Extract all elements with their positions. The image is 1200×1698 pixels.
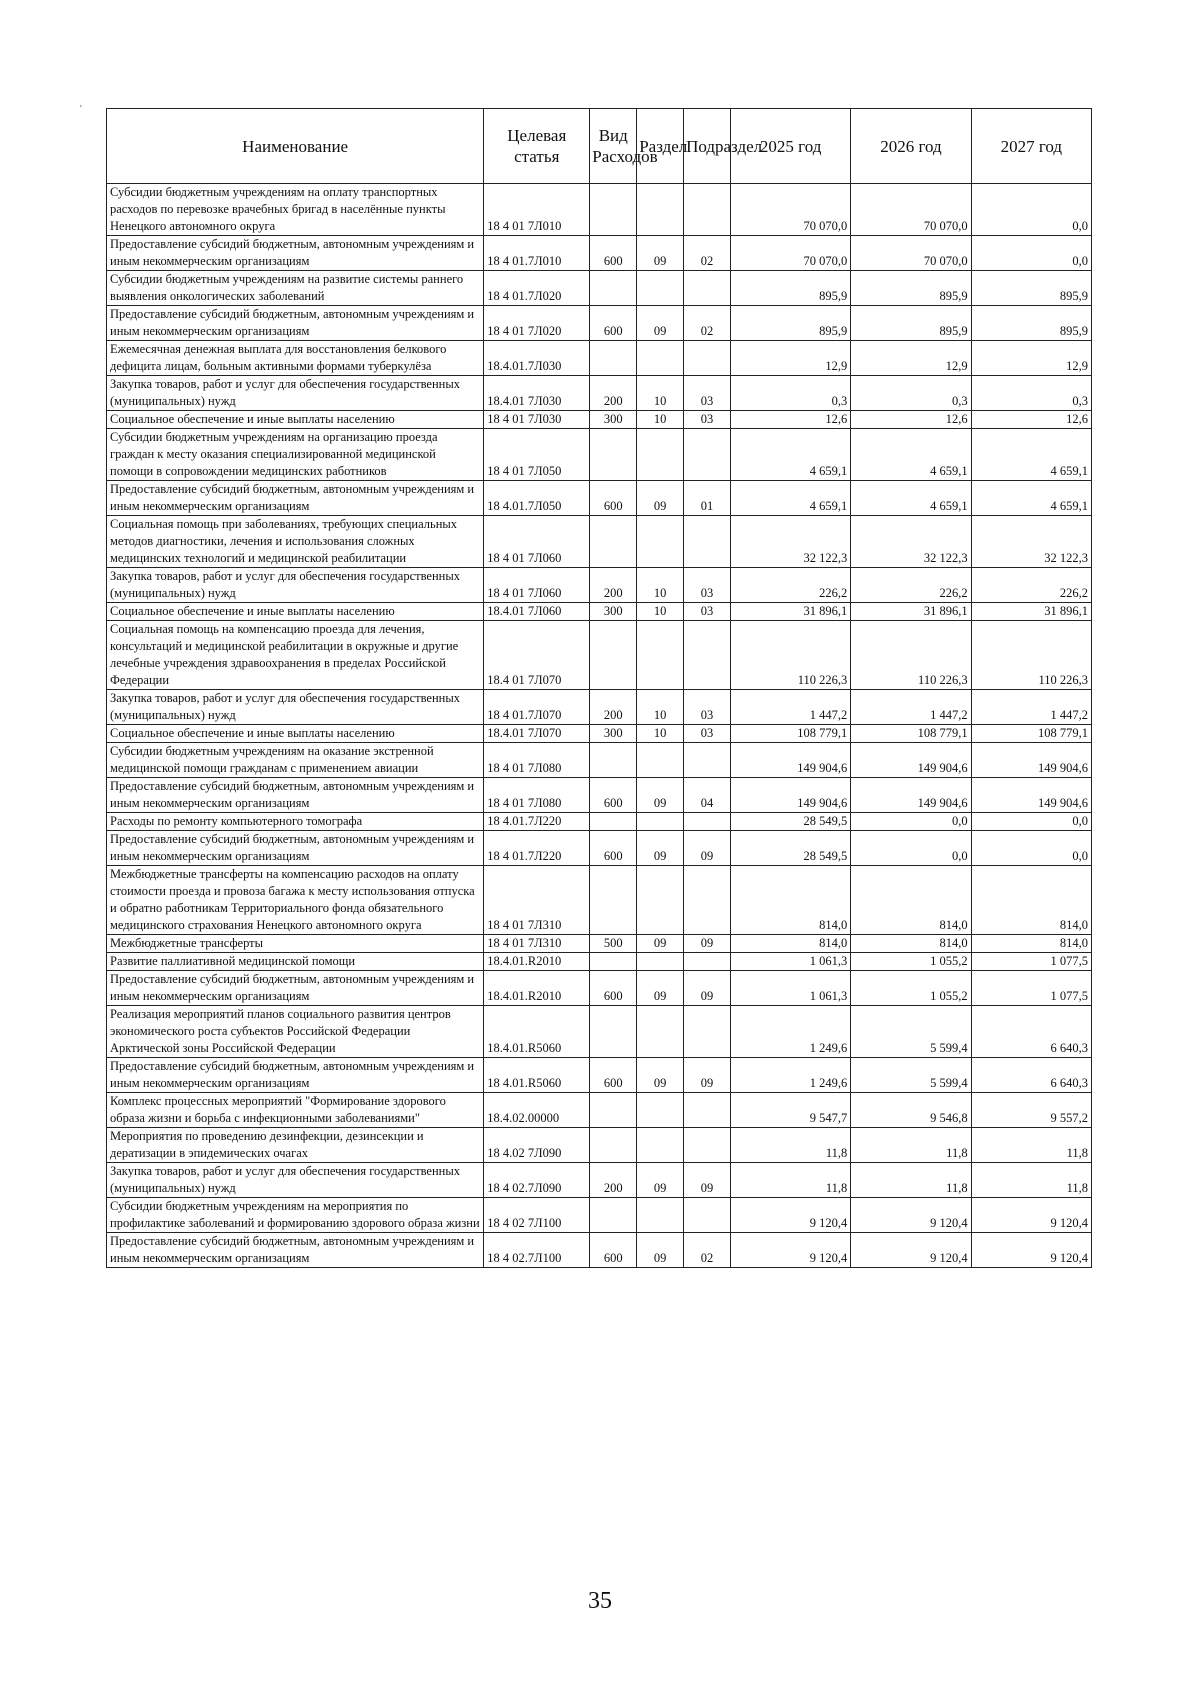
cell-section: 09: [637, 778, 684, 813]
cell-section: 09: [637, 1163, 684, 1198]
cell-target-article: 18 4 01.7Л020: [484, 271, 590, 306]
cell-2025: 70 070,0: [730, 236, 850, 271]
table-row: [107, 621, 1092, 690]
cell-target-article: 18.4.01.7Л030: [484, 341, 590, 376]
cell-expense-type: [590, 866, 637, 935]
cell-section: 09: [637, 306, 684, 341]
cell-2025: 1 447,2: [730, 690, 850, 725]
cell-name: Предоставление субсидий бюджетным, автономным учреждениям и иным некоммерческим организациям: [107, 831, 484, 866]
cell-2025: 0,3: [730, 376, 850, 411]
cell-target-article: 18.4 01 7Л070: [484, 621, 590, 690]
cell-section: [637, 516, 684, 568]
cell-2025: 110 226,3: [730, 621, 850, 690]
cell-2027: 9 120,4: [971, 1233, 1091, 1268]
table-row: [107, 690, 1092, 725]
cell-name: Предоставление субсидий бюджетным, автономным учреждениям и иным некоммерческим организациям: [107, 481, 484, 516]
cell-2025: 895,9: [730, 306, 850, 341]
table-row: [107, 429, 1092, 481]
budget-table: [106, 108, 1092, 1268]
cell-expense-type: [590, 341, 637, 376]
header-year-2025: 2025 год: [730, 109, 850, 184]
cell-2026: 4 659,1: [851, 481, 971, 516]
cell-expense-type: 200: [590, 376, 637, 411]
cell-section: 10: [637, 376, 684, 411]
cell-target-article: 18 4 02.7Л090: [484, 1163, 590, 1198]
cell-2026: 108 779,1: [851, 725, 971, 743]
cell-expense-type: 200: [590, 568, 637, 603]
cell-section: [637, 1006, 684, 1058]
cell-2026: 31 896,1: [851, 603, 971, 621]
cell-section: [637, 743, 684, 778]
cell-expense-type: 600: [590, 831, 637, 866]
table-row: [107, 1163, 1092, 1198]
cell-expense-type: [590, 953, 637, 971]
cell-expense-type: 500: [590, 935, 637, 953]
cell-target-article: 18 4 01 7Л080: [484, 778, 590, 813]
cell-2025: 12,9: [730, 341, 850, 376]
cell-name: Реализация мероприятий планов социального развития центров экономического роста субъектов Российской Федерации Арктической зоны Российской Федерации: [107, 1006, 484, 1058]
cell-name: Субсидии бюджетным учреждениям на организацию проезда граждан к месту оказания специализированной медицинской помощи в сопровождении медицинских работников: [107, 429, 484, 481]
cell-2025: 149 904,6: [730, 778, 850, 813]
cell-2026: 9 120,4: [851, 1198, 971, 1233]
cell-subsection: [684, 866, 731, 935]
cell-expense-type: 600: [590, 306, 637, 341]
cell-subsection: 02: [684, 236, 731, 271]
cell-section: 09: [637, 236, 684, 271]
header-expense-type: Вид Расходов: [590, 109, 637, 184]
cell-2027: 31 896,1: [971, 603, 1091, 621]
cell-name: Закупка товаров, работ и услуг для обеспечения государственных (муниципальных) нужд: [107, 568, 484, 603]
table-header: [107, 109, 1092, 184]
cell-2025: 1 249,6: [730, 1058, 850, 1093]
cell-2027: 4 659,1: [971, 481, 1091, 516]
cell-2025: 149 904,6: [730, 743, 850, 778]
cell-target-article: 18.4.02.00000: [484, 1093, 590, 1128]
cell-2027: 0,0: [971, 831, 1091, 866]
table-row: [107, 1198, 1092, 1233]
header-subsection: Подраздел: [684, 109, 731, 184]
cell-2025: 32 122,3: [730, 516, 850, 568]
cell-subsection: 03: [684, 725, 731, 743]
cell-section: [637, 1198, 684, 1233]
cell-name: Предоставление субсидий бюджетным, автономным учреждениям и иным некоммерческим организациям: [107, 1058, 484, 1093]
cell-subsection: 09: [684, 1163, 731, 1198]
cell-name: Закупка товаров, работ и услуг для обеспечения государственных (муниципальных) нужд: [107, 376, 484, 411]
table-row: [107, 1233, 1092, 1268]
cell-subsection: 03: [684, 603, 731, 621]
table-row: [107, 743, 1092, 778]
cell-2027: 0,0: [971, 236, 1091, 271]
table-row: [107, 341, 1092, 376]
cell-expense-type: [590, 1198, 637, 1233]
cell-name: Предоставление субсидий бюджетным, автономным учреждениям и иным некоммерческим организациям: [107, 778, 484, 813]
cell-section: 10: [637, 725, 684, 743]
cell-subsection: [684, 184, 731, 236]
table-row: [107, 603, 1092, 621]
cell-2026: 0,3: [851, 376, 971, 411]
cell-2027: 814,0: [971, 866, 1091, 935]
cell-target-article: 18 4.01.7Л050: [484, 481, 590, 516]
header-target-article: Целевая статья: [484, 109, 590, 184]
cell-name: Расходы по ремонту компьютерного томографа: [107, 813, 484, 831]
cell-section: 10: [637, 411, 684, 429]
cell-2026: 895,9: [851, 306, 971, 341]
cell-2025: 4 659,1: [730, 481, 850, 516]
cell-target-article: 18 4 01 7Л020: [484, 306, 590, 341]
cell-2026: 12,9: [851, 341, 971, 376]
cell-target-article: 18.4.01 7Л060: [484, 603, 590, 621]
cell-name: Субсидии бюджетным учреждениям на развитие системы раннего выявления онкологических заболеваний: [107, 271, 484, 306]
cell-name: Субсидии бюджетным учреждениям на оплату транспортных расходов по перевозке врачебных бригад в населённые пункты Ненецкого автономного округа: [107, 184, 484, 236]
cell-2027: 12,6: [971, 411, 1091, 429]
table-row: [107, 778, 1092, 813]
cell-2025: 28 549,5: [730, 813, 850, 831]
cell-target-article: 18 4 01 7Л030: [484, 411, 590, 429]
cell-2025: 9 120,4: [730, 1233, 850, 1268]
cell-name: Субсидии бюджетным учреждениям на оказание экстренной медицинской помощи гражданам с применением авиации: [107, 743, 484, 778]
cell-section: [637, 341, 684, 376]
cell-target-article: 18 4 01 7Л310: [484, 935, 590, 953]
cell-section: [637, 866, 684, 935]
cell-2027: 1 447,2: [971, 690, 1091, 725]
table-row: [107, 236, 1092, 271]
cell-target-article: 18.4.01 7Л070: [484, 725, 590, 743]
cell-2027: 9 557,2: [971, 1093, 1091, 1128]
cell-2027: 0,0: [971, 184, 1091, 236]
cell-2027: 149 904,6: [971, 778, 1091, 813]
cell-expense-type: [590, 621, 637, 690]
cell-expense-type: 300: [590, 725, 637, 743]
cell-2025: 1 061,3: [730, 971, 850, 1006]
cell-section: [637, 1093, 684, 1128]
cell-2026: 5 599,4: [851, 1006, 971, 1058]
cell-name: Закупка товаров, работ и услуг для обеспечения государственных (муниципальных) нужд: [107, 1163, 484, 1198]
cell-2026: 1 055,2: [851, 953, 971, 971]
cell-2025: 814,0: [730, 866, 850, 935]
cell-subsection: 02: [684, 1233, 731, 1268]
scan-mark: ': [80, 104, 82, 115]
cell-name: Мероприятия по проведению дезинфекции, дезинсекции и дератизации в эпидемических очагах: [107, 1128, 484, 1163]
table-row: [107, 306, 1092, 341]
cell-name: Социальное обеспечение и иные выплаты населению: [107, 603, 484, 621]
cell-name: Развитие паллиативной медицинской помощи: [107, 953, 484, 971]
cell-section: 10: [637, 690, 684, 725]
table-row: [107, 831, 1092, 866]
table-row: [107, 1128, 1092, 1163]
cell-2026: 12,6: [851, 411, 971, 429]
cell-name: Межбюджетные трансферты на компенсацию расходов на оплату стоимости проезда и провоза багажа к месту использования отпуска и обратно работникам Территориального фонда обязательного медицинского страхования Ненецкого автономного округа: [107, 866, 484, 935]
cell-2027: 108 779,1: [971, 725, 1091, 743]
cell-subsection: [684, 813, 731, 831]
cell-2026: 11,8: [851, 1163, 971, 1198]
cell-expense-type: [590, 1006, 637, 1058]
cell-2026: 32 122,3: [851, 516, 971, 568]
cell-2026: 5 599,4: [851, 1058, 971, 1093]
cell-2026: 0,0: [851, 831, 971, 866]
cell-2027: 12,9: [971, 341, 1091, 376]
cell-target-article: 18.4.01.R2010: [484, 953, 590, 971]
table-row: [107, 813, 1092, 831]
table-row: [107, 1006, 1092, 1058]
table-row: [107, 866, 1092, 935]
cell-target-article: 18 4 01 7Л080: [484, 743, 590, 778]
cell-expense-type: [590, 429, 637, 481]
cell-expense-type: 200: [590, 1163, 637, 1198]
cell-2026: 70 070,0: [851, 236, 971, 271]
cell-target-article: 18.4.01.R5060: [484, 1006, 590, 1058]
table-row: [107, 271, 1092, 306]
cell-section: 09: [637, 935, 684, 953]
cell-2026: 814,0: [851, 935, 971, 953]
table-row: [107, 1093, 1092, 1128]
cell-target-article: 18 4 02 7Л100: [484, 1198, 590, 1233]
cell-subsection: 09: [684, 971, 731, 1006]
cell-section: 09: [637, 1233, 684, 1268]
cell-name: Закупка товаров, работ и услуг для обеспечения государственных (муниципальных) нужд: [107, 690, 484, 725]
table-row: [107, 953, 1092, 971]
cell-subsection: 09: [684, 1058, 731, 1093]
cell-subsection: [684, 1198, 731, 1233]
cell-subsection: 09: [684, 831, 731, 866]
cell-subsection: [684, 743, 731, 778]
cell-name: Ежемесячная денежная выплата для восстановления белкового дефицита лицам, больным активными формами туберкулёза: [107, 341, 484, 376]
table-row: [107, 516, 1092, 568]
cell-name: Социальное обеспечение и иные выплаты населению: [107, 411, 484, 429]
cell-2025: 9 547,7: [730, 1093, 850, 1128]
cell-2025: 11,8: [730, 1128, 850, 1163]
cell-subsection: [684, 953, 731, 971]
cell-target-article: 18 4 01.7Л010: [484, 236, 590, 271]
cell-section: 09: [637, 481, 684, 516]
table-row: [107, 481, 1092, 516]
table-row: [107, 568, 1092, 603]
cell-expense-type: 600: [590, 481, 637, 516]
cell-2026: 70 070,0: [851, 184, 971, 236]
cell-name: Социальная помощь на компенсацию проезда для лечения, консультаций и медицинской реабилитации в окружные и другие лечебные учреждения здравоохранения в пределах Российской Федерации: [107, 621, 484, 690]
cell-name: Межбюджетные трансферты: [107, 935, 484, 953]
cell-expense-type: [590, 743, 637, 778]
table-body: [107, 184, 1092, 1268]
cell-target-article: 18 4 01.7Л220: [484, 831, 590, 866]
cell-2025: 1 061,3: [730, 953, 850, 971]
cell-name: Социальное обеспечение и иные выплаты населению: [107, 725, 484, 743]
page-number: 35: [588, 1588, 612, 1614]
cell-subsection: 03: [684, 568, 731, 603]
cell-target-article: 18 4 01 7Л050: [484, 429, 590, 481]
cell-section: 09: [637, 1058, 684, 1093]
cell-target-article: 18 4.01.R5060: [484, 1058, 590, 1093]
cell-section: [637, 621, 684, 690]
cell-2027: 0,0: [971, 813, 1091, 831]
cell-section: [637, 184, 684, 236]
cell-subsection: 02: [684, 306, 731, 341]
table-row: [107, 971, 1092, 1006]
cell-target-article: 18.4.01.R2010: [484, 971, 590, 1006]
cell-expense-type: 300: [590, 603, 637, 621]
cell-2027: 1 077,5: [971, 971, 1091, 1006]
header-name: Наименование: [107, 109, 484, 184]
cell-section: [637, 429, 684, 481]
cell-2027: 226,2: [971, 568, 1091, 603]
cell-section: 09: [637, 831, 684, 866]
cell-subsection: 03: [684, 690, 731, 725]
cell-target-article: 18.4.01 7Л030: [484, 376, 590, 411]
cell-target-article: 18 4 02.7Л100: [484, 1233, 590, 1268]
cell-2027: 110 226,3: [971, 621, 1091, 690]
cell-2025: 4 659,1: [730, 429, 850, 481]
cell-2027: 1 077,5: [971, 953, 1091, 971]
cell-target-article: 18 4 01 7Л060: [484, 568, 590, 603]
cell-2026: 0,0: [851, 813, 971, 831]
header-year-2026: 2026 год: [851, 109, 971, 184]
cell-target-article: 18 4 01 7Л310: [484, 866, 590, 935]
cell-2026: 814,0: [851, 866, 971, 935]
cell-subsection: 01: [684, 481, 731, 516]
cell-2026: 149 904,6: [851, 778, 971, 813]
table-row: [107, 1058, 1092, 1093]
cell-2025: 28 549,5: [730, 831, 850, 866]
cell-subsection: [684, 1128, 731, 1163]
cell-2025: 70 070,0: [730, 184, 850, 236]
cell-section: [637, 271, 684, 306]
cell-expense-type: 600: [590, 236, 637, 271]
cell-name: Предоставление субсидий бюджетным, автономным учреждениям и иным некоммерческим организациям: [107, 971, 484, 1006]
header-section: Раздел: [637, 109, 684, 184]
cell-2027: 814,0: [971, 935, 1091, 953]
cell-2027: 149 904,6: [971, 743, 1091, 778]
cell-expense-type: [590, 516, 637, 568]
cell-2027: 11,8: [971, 1128, 1091, 1163]
cell-subsection: [684, 429, 731, 481]
cell-2027: 6 640,3: [971, 1006, 1091, 1058]
cell-2026: 11,8: [851, 1128, 971, 1163]
cell-expense-type: [590, 1128, 637, 1163]
header-year-2027: 2027 год: [971, 109, 1091, 184]
cell-2026: 149 904,6: [851, 743, 971, 778]
cell-section: [637, 813, 684, 831]
cell-name: Комплекс процессных мероприятий "Формирование здорового образа жизни и борьба с инфекционными заболеваниями": [107, 1093, 484, 1128]
cell-2025: 9 120,4: [730, 1198, 850, 1233]
cell-subsection: [684, 516, 731, 568]
cell-subsection: [684, 1006, 731, 1058]
cell-2027: 6 640,3: [971, 1058, 1091, 1093]
cell-subsection: 03: [684, 376, 731, 411]
cell-target-article: 18 4 01.7Л070: [484, 690, 590, 725]
cell-2026: 110 226,3: [851, 621, 971, 690]
cell-2027: 9 120,4: [971, 1198, 1091, 1233]
cell-target-article: 18 4 01 7Л010: [484, 184, 590, 236]
cell-subsection: [684, 271, 731, 306]
cell-subsection: 03: [684, 411, 731, 429]
cell-2025: 895,9: [730, 271, 850, 306]
cell-expense-type: [590, 1093, 637, 1128]
cell-name: Социальная помощь при заболеваниях, требующих специальных методов диагностики, лечения и использования сложных медицинских технологий и медицинской реабилитации: [107, 516, 484, 568]
cell-target-article: 18 4.02 7Л090: [484, 1128, 590, 1163]
cell-name: Предоставление субсидий бюджетным, автономным учреждениям и иным некоммерческим организациям: [107, 306, 484, 341]
cell-target-article: 18 4.01.7Л220: [484, 813, 590, 831]
table-row: [107, 935, 1092, 953]
table-row: [107, 376, 1092, 411]
cell-2026: 9 546,8: [851, 1093, 971, 1128]
cell-subsection: 04: [684, 778, 731, 813]
cell-name: Предоставление субсидий бюджетным, автономным учреждениям и иным некоммерческим организациям: [107, 236, 484, 271]
cell-2025: 1 249,6: [730, 1006, 850, 1058]
cell-2025: 31 896,1: [730, 603, 850, 621]
cell-2026: 4 659,1: [851, 429, 971, 481]
table-row: [107, 411, 1092, 429]
cell-subsection: [684, 1093, 731, 1128]
cell-subsection: [684, 341, 731, 376]
cell-section: 09: [637, 971, 684, 1006]
cell-2027: 895,9: [971, 271, 1091, 306]
cell-subsection: 09: [684, 935, 731, 953]
cell-2025: 11,8: [730, 1163, 850, 1198]
cell-2026: 1 055,2: [851, 971, 971, 1006]
cell-section: [637, 1128, 684, 1163]
cell-2026: 895,9: [851, 271, 971, 306]
cell-expense-type: 600: [590, 778, 637, 813]
cell-2025: 814,0: [730, 935, 850, 953]
cell-expense-type: 600: [590, 1058, 637, 1093]
cell-expense-type: 600: [590, 971, 637, 1006]
table-row: [107, 184, 1092, 236]
cell-2027: 32 122,3: [971, 516, 1091, 568]
cell-section: 10: [637, 568, 684, 603]
cell-2026: 226,2: [851, 568, 971, 603]
cell-2026: 9 120,4: [851, 1233, 971, 1268]
cell-2025: 226,2: [730, 568, 850, 603]
cell-expense-type: 600: [590, 1233, 637, 1268]
cell-section: 10: [637, 603, 684, 621]
table-row: [107, 725, 1092, 743]
cell-section: [637, 953, 684, 971]
cell-2027: 895,9: [971, 306, 1091, 341]
cell-expense-type: [590, 813, 637, 831]
cell-target-article: 18 4 01 7Л060: [484, 516, 590, 568]
cell-expense-type: 300: [590, 411, 637, 429]
cell-2025: 108 779,1: [730, 725, 850, 743]
cell-name: Субсидии бюджетным учреждениям на мероприятия по профилактике заболеваний и формированию здорового образа жизни: [107, 1198, 484, 1233]
cell-subsection: [684, 621, 731, 690]
cell-expense-type: [590, 184, 637, 236]
cell-2027: 11,8: [971, 1163, 1091, 1198]
cell-2025: 12,6: [730, 411, 850, 429]
cell-expense-type: 200: [590, 690, 637, 725]
cell-expense-type: [590, 271, 637, 306]
cell-2027: 0,3: [971, 376, 1091, 411]
cell-2027: 4 659,1: [971, 429, 1091, 481]
cell-2026: 1 447,2: [851, 690, 971, 725]
cell-name: Предоставление субсидий бюджетным, автономным учреждениям и иным некоммерческим организациям: [107, 1233, 484, 1268]
